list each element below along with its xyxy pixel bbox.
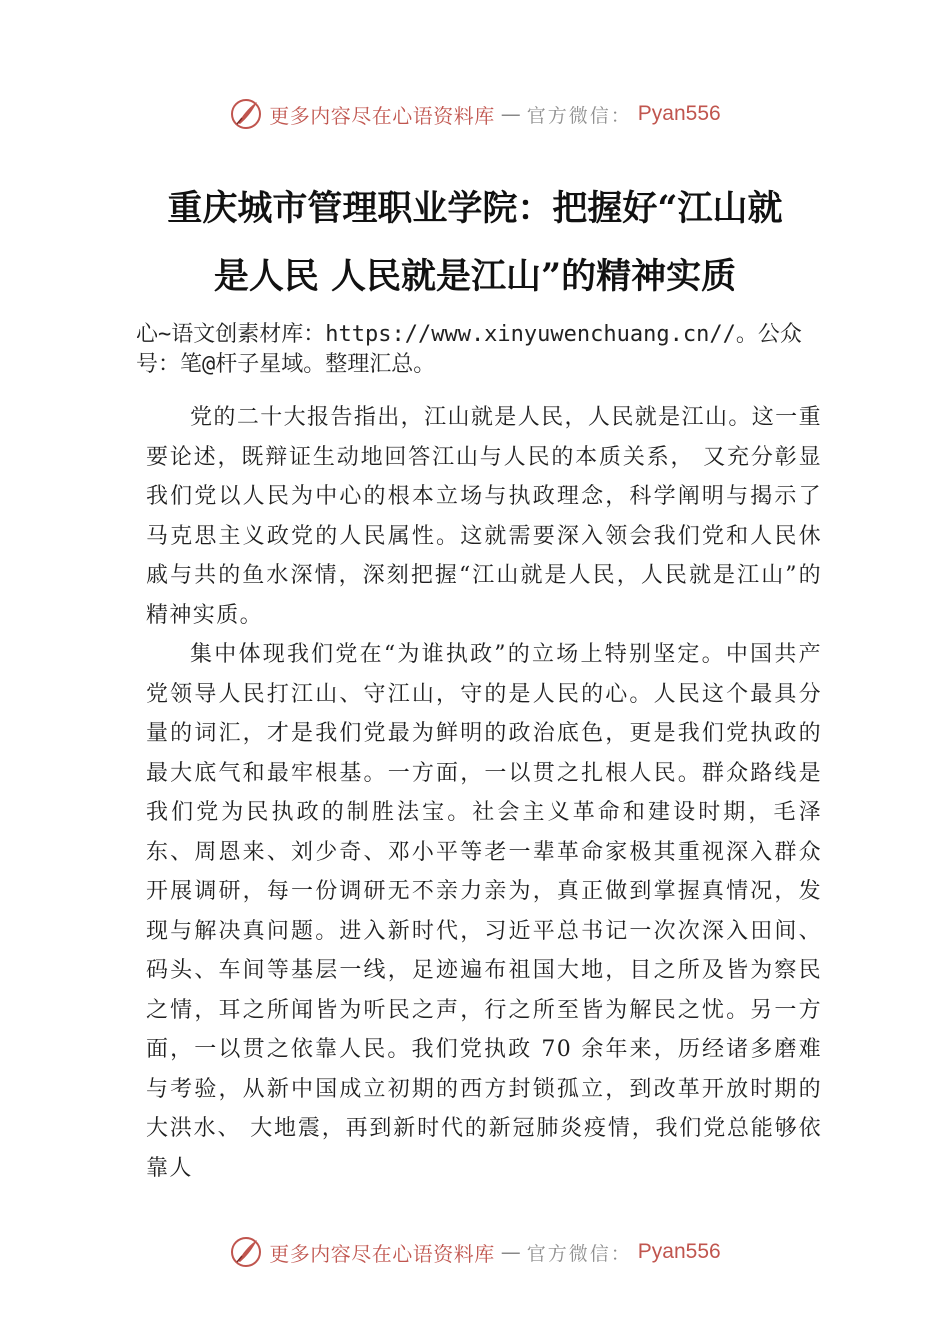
paragraph: 党的二十大报告指出，江山就是人民，人民就是江山。这一重要论述，既辩证生动地回答江山与人民的本质关系， 又充分彰显我们党以人民为中心的根本立场与执政理念，科学阐明与揭示了马克思主义政党的人民属性。这就需要深入领会我们党和人民休戚与共的鱼水深情，深刻把握“江山就是人民，人民就是江山”的精神实质。 (146, 405, 822, 628)
page-title-line-1: 重庆城市管理职业学院：把握好“江山就 (167, 188, 783, 229)
feather-pen-logo-icon (229, 97, 263, 131)
wechat-label: 官方微信： (526, 1242, 632, 1265)
article-body (146, 398, 822, 1188)
library-promo-text: 更多内容尽在心语资料库 (269, 1241, 495, 1266)
footer-watermark-banner (0, 1230, 950, 1274)
banner-dash: — (500, 1240, 521, 1264)
wechat-label: 官方微信： (526, 104, 632, 127)
feather-pen-logo-icon (229, 1235, 263, 1269)
wechat-id: Pyan556 (637, 102, 721, 125)
source-note: 心~语文创素材库：https://www.xinyuwenchuang.cn//。公众号：笔@杆子星域。整理汇总。 (136, 322, 802, 377)
page-title-line-2: 是人民 人民就是江山”的精神实质 (213, 256, 737, 297)
library-promo-text: 更多内容尽在心语资料库 (269, 103, 495, 128)
paragraph: 集中体现我们党在“为谁执政”的立场上特别坚定。中国共产党领导人民打江山、守江山，守的是人民的心。人民这个最具分量的词汇，才是我们党最为鲜明的政治底色，更是我们党执政的最大底气和最牢根基。一方面，一以贯之扎根人民。群众路线是我们党为民执政的制胜法宝。社会主义革命和建设时期，毛泽东、周恩来、刘少奇、邓小平等老一辈革命家极其重视深入群众开展调研，每一份调研无不亲力亲为，真正做到掌握真情况，发现与解决真问题。进入新时代，习近平总书记一次次深入田间、码头、车间等基层一线，足迹遍布祖国大地，目之所及皆为察民之情，耳之所闻皆为听民之声，行之所至皆为解民之忧。另一方面，一以贯之依靠人民。我们党执政 70 余年来，历经诸多磨难与考验，从新中国成立初期的西方封锁孤立，到改革开放时期的大洪水、 大地震，再到新时代的新冠肺炎疫情，我们党总能够依靠人 (146, 642, 822, 1181)
banner-dash: — (500, 102, 521, 126)
header-watermark-banner (0, 92, 950, 136)
wechat-id: Pyan556 (637, 1240, 721, 1263)
